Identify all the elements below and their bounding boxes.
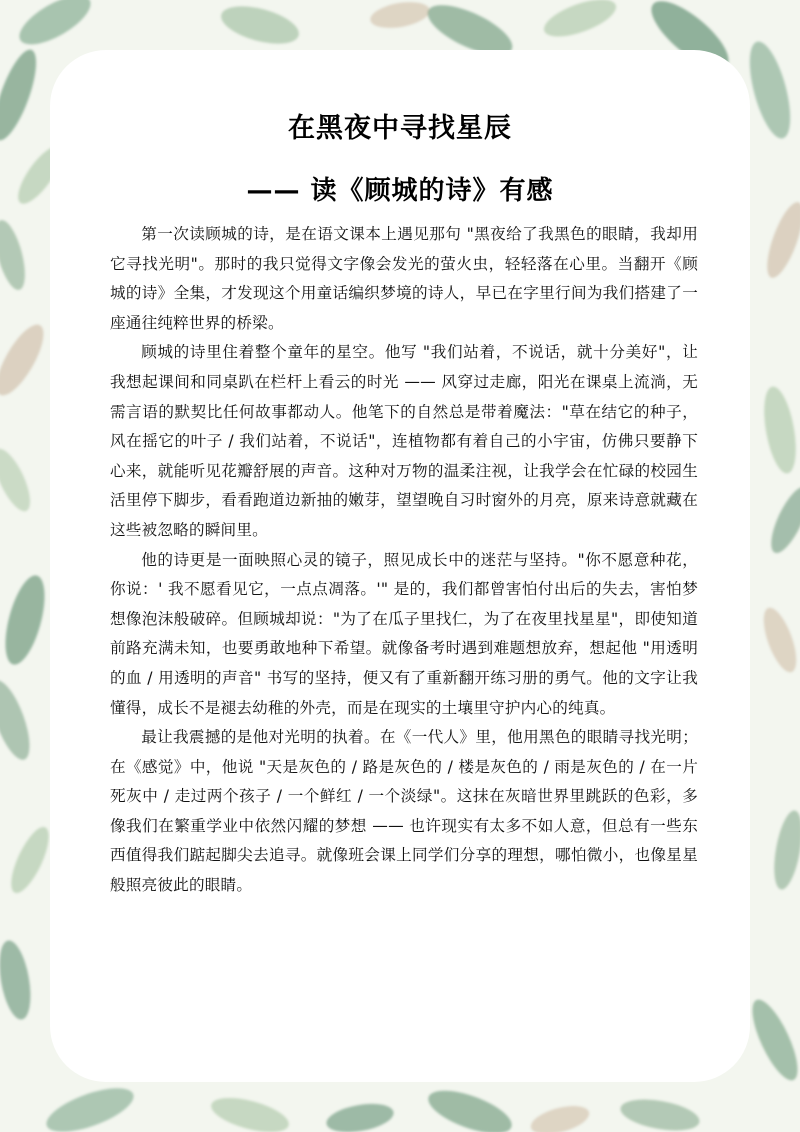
leaf-icon — [759, 384, 800, 476]
leaf-icon — [0, 676, 38, 765]
leaf-icon — [540, 0, 621, 44]
leaf-icon — [41, 1079, 138, 1132]
leaf-icon — [12, 0, 97, 54]
leaf-icon — [760, 198, 800, 281]
leaf-icon — [217, 0, 303, 51]
essay-subtitle: —— 读《顾城的诗》有感 — [246, 176, 554, 206]
leaf-icon — [0, 571, 52, 668]
leaf-icon — [769, 809, 800, 892]
leaf-icon — [528, 1101, 592, 1132]
paper-sheet — [50, 50, 750, 1082]
leaf-icon — [0, 938, 36, 1022]
leaf-icon — [742, 38, 799, 143]
leaf-icon — [744, 994, 800, 1086]
leaf-icon — [324, 1099, 395, 1132]
essay-paragraph: 顾城的诗里住着整个童年的星空。他写 "我们站着，不说话，就十分美好"，让我想起课间和同桌趴在栏杆上看云的时光 —— 风穿过走廊，阳光在课桌上流淌，无需言语的默契比任何故事都动人。他笔下的自然总是带着魔法："草在结它的种子，风在摇它的叶子 / 我们站着，不说话"，连植物都有着自己的小宇宙，仿佛只要静下心来，就能听见花瓣舒展的声音。这种对万物的温柔注视，让我学会在忙碌的校园生活里停下脚步，看看跑道边新抽的嫩芽，望望晚自习时窗外的月亮，原来诗意就藏在这些被忽略的瞬间里。 — [110, 343, 698, 539]
leaf-icon — [618, 1094, 702, 1132]
leaf-icon — [0, 318, 52, 401]
leaf-icon — [757, 604, 800, 676]
leaf-icon — [0, 45, 45, 145]
essay-paragraph: 第一次读顾城的诗，是在语文课本上遇见那句 "黑夜给了我黑色的眼睛，我却用它寻找光明"。那时的我只觉得文字像会发光的萤火虫，轻轻落在心里。当翻开《顾城的诗》全集，才发现这个用童话编织梦境的诗人，早已在字里行间为我们搭建了一座通往纯粹世界的桥梁。 — [110, 225, 698, 332]
essay-paragraph: 他的诗更是一面映照心灵的镜子，照见成长中的迷茫与坚持。"你不愿意种花，你说：' 我不愿看见它，一点点凋落。'" 是的，我们都曾害怕付出后的失去，害怕梦想像泡沫般破碎。但顾城却说："为了在瓜子里找仁，为了在夜里找星星"，即使知道前路充满未知，也要勇敢地种下希望。就像备考时遇到难题想放弃，想起他 "用透明的血 / 用透明的声音" 书写的坚持，便又有了重新翻开练习册的勇气。他的文字让我懂得，成长不是褪去幼稚的外壳，而是在现实的土壤里守护内心的纯真。 — [110, 550, 698, 717]
leaf-icon — [764, 482, 800, 557]
essay-body — [110, 220, 698, 901]
leaf-icon — [208, 1091, 293, 1132]
leaf-icon — [0, 444, 37, 516]
leaf-icon — [0, 217, 31, 293]
leaf-icon — [368, 0, 431, 32]
essay-title: 在黑夜中寻找星辰 — [288, 113, 512, 144]
leaf-icon — [423, 1082, 517, 1132]
essay-paragraph: 最让我震撼的是他对光明的执着。在《一代人》里，他用黑色的眼睛寻找光明；在《感觉》中，他说 "天是灰色的 / 路是灰色的 / 楼是灰色的 / 雨是灰色的 / 在一片死灰中 / 走过两个孩子 / 一个鲜红 / 一个淡绿"。这抹在灰暗世界里跳跃的色彩，多像我们在繁重学业中依然闪耀的梦想 —— 也许现实有太多不如人意，但总有一些东西值得我们踮起脚尖去追寻。就像班会课上同学们分享的理想，哪怕微小，也像星星般照亮彼此的眼睛。 — [110, 728, 698, 895]
leaf-icon — [4, 822, 56, 897]
